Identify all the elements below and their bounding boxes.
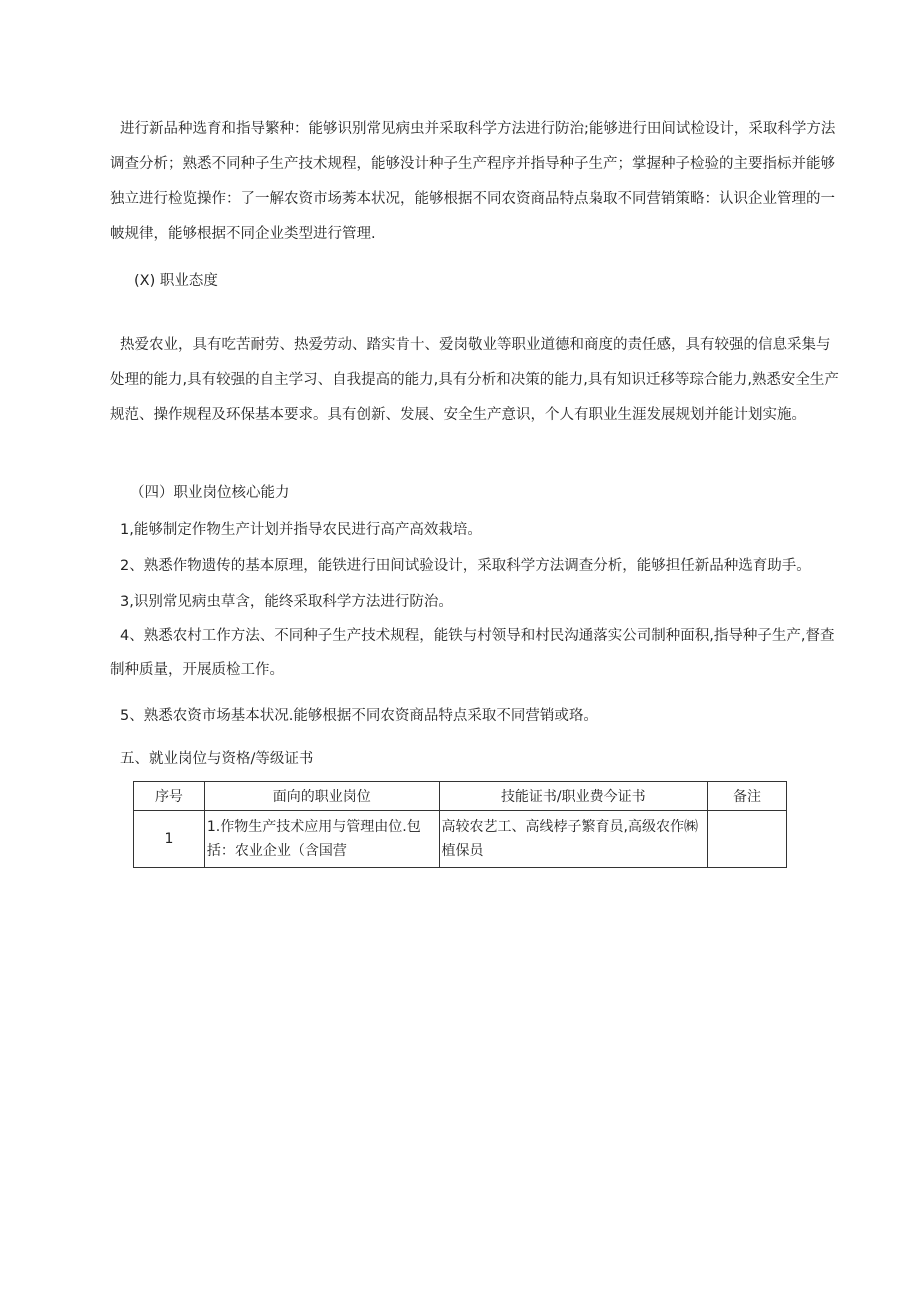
core-ability-heading: （四）职业岗位核心能力 [130, 485, 290, 501]
header-certificate: 技能证书/职业费今证书 [439, 782, 708, 811]
table-header-row [134, 782, 787, 811]
core-item-4: 4、熟悉农村工作方法、不同种子生产技术规程，能铁与村领导和村民沟通落实公司制种面积,指导种子生产,督查制种质量，开展质检工作。 [110, 628, 835, 678]
cell-certificate: 高较农艺工、高线桲子繁育员,高级农作㈱植保员 [439, 811, 708, 868]
attitude-paragraph: 热爱农业，具有吃苦耐劳、热爱劳动、踏实肯十、爱岗敬业等职业道德和商度的责任感，具有较强的信息采集与处理的能力,具有较强的自主学习、自我提高的能力,具有分析和决策的能力,具有知识迁移等琮合能力,熟悉安全生产规范、操作规程及环保基本要求。具有创新、发展、安全生产意识，个人有职业生涯发展规划并能计划实施。 [110, 337, 839, 423]
attitude-heading: (X) 职业态度 [134, 273, 218, 289]
header-position: 面向的职业岗位 [204, 782, 439, 811]
cell-position: 1.作物生产技术应用与管理由位.包括：农业企业（含国营 [204, 811, 439, 868]
core-item-5: 5、熟悉农资市场基本状况.能够根据不同农资商品特点采取不同营销或珞。 [120, 708, 598, 724]
intro-paragraph: 进行新品种选育和指导繁种：能够识别常见病虫并采取科学方法进行防治;能够进行田间试检设计，采取科学方法调查分析；熟悉不同种子生产技术规程，能够没计种子生产程序并指导种子生产；掌握种子检验的主要指标并能够独立进行检览操作：了一解农资市场莠本状况，能够根据不同农资商品特点枭取不同营销策略：认识企业管理的一帔规律，能够根据不同企业类型进行管理. [110, 121, 836, 242]
section-five-heading: 五、就业岗位与资格/等级证书 [120, 751, 314, 767]
cell-index: 1 [134, 811, 205, 868]
core-item-2: 2、熟悉作物遗传的基本原理，能铁进行田间试验设计，采取科学方法调查分析，能够担任新品种选育助手。 [120, 558, 811, 574]
table-row [134, 811, 787, 868]
core-item-3: 3,识别常见病虫草含，能终采取科学方法进行防治。 [120, 594, 453, 610]
header-index: 序号 [134, 782, 205, 811]
core-item-1: 1,能够制定作物生产计划并指导农民进行高产高效栽培。 [120, 522, 482, 538]
certificate-table [133, 781, 787, 868]
header-note: 备注 [708, 782, 787, 811]
cell-note [708, 811, 787, 868]
